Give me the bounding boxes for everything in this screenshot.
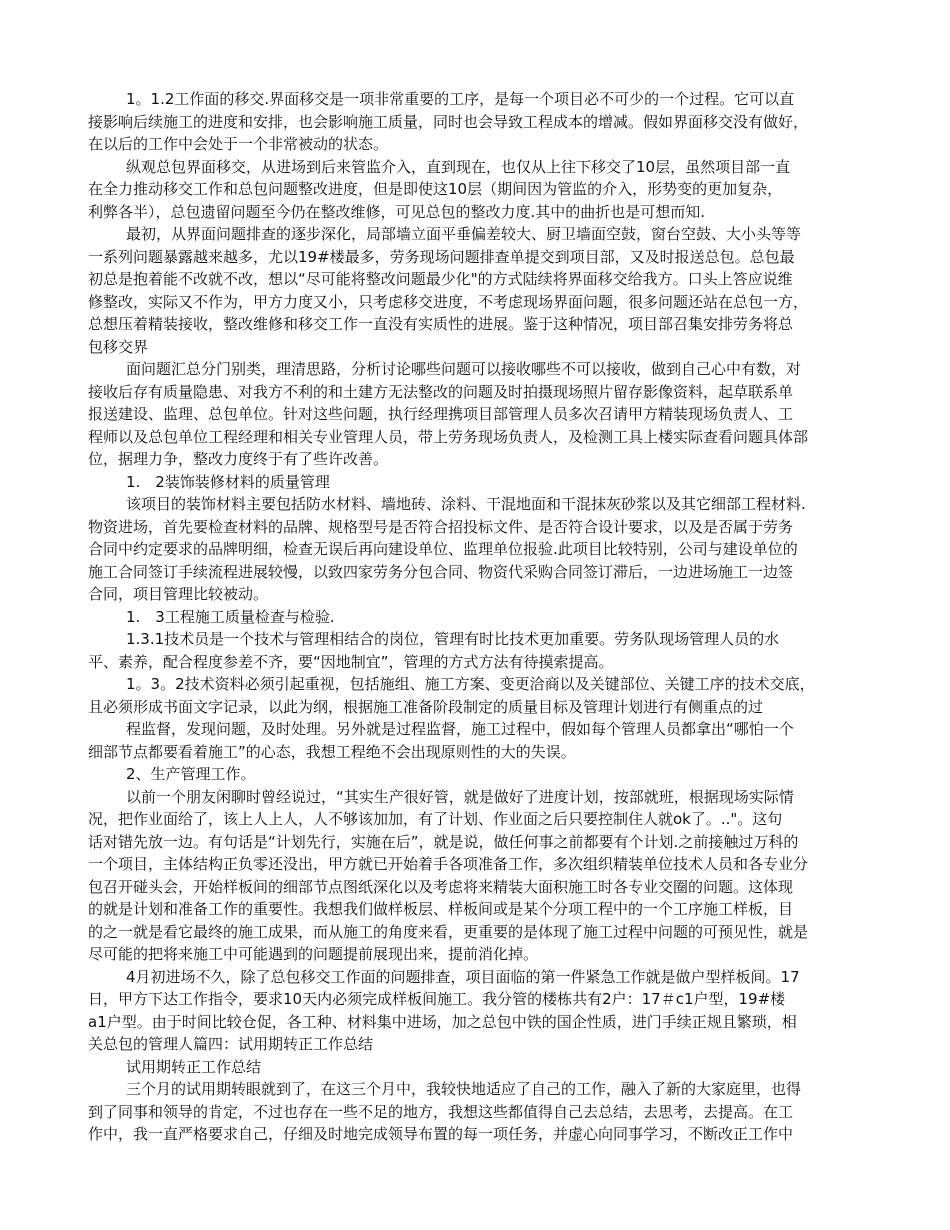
text-line: 利弊各半），总包遗留问题至今仍在整改维修，可见总包的整改力度.其中的曲折也是可想而知. <box>88 202 706 221</box>
text-line: 的之一就是看它最终的施工成果，而从施工的角度来看，更重要的是体现了施工过程中问题的可预见性，就是 <box>88 922 809 941</box>
text-line: 以前一个朋友闲聊时曾经说过，“其实生产很好管，就是做好了进度计划，按部就班，根据现场实际情 <box>126 787 794 806</box>
text-line: 关总包的管理人篇四：试用期转正工作总结 <box>88 1035 374 1053</box>
document-body <box>88 88 950 1146</box>
text-line: 修整改，实际又不作为，甲方力度又小，只考虑移交进度，不考虑现场界面问题，很多问题还站在总包一方， <box>88 292 809 311</box>
text-line: 程监督，发现问题，及时处理。另外就是过程监督，施工过程中，假如每个管理人员都拿出“哪怕一个 <box>126 720 794 738</box>
text-line: 最初，从界面问题排查的逐步深化，局部墙立面平垂偏差较大、厨卫墙面空鼓，窗台空鼓、大小头等等 <box>126 225 802 243</box>
text-line: 物资进场，首先要检查材料的品牌、规格型号是否符合招投标文件、是否符合设计要求，以及是否属于劳务 <box>88 517 794 536</box>
text-line: 话对错先放一边。有句话是“计划先行，实施在后”，就是说，做任何事之前都要有个计划.之前接触过万科的 <box>88 832 799 851</box>
text-line: 施工合同签订手续流程进展较慢，以致四家劳务分包合同、物资代采购合同签订滞后，一边进场施工一边签 <box>88 562 794 581</box>
text-line: 的就是计划和准备工作的重要性。我想我们做样板层、样板间或是某个分项工程中的一个工序施工样板，目 <box>88 900 794 918</box>
text-line: 初总是抱着能不改就不改，想以“尽可能将整改问题最少化"的方式陆续将界面移交给我方。口头上答应说维 <box>88 270 793 288</box>
text-line: 面问题汇总分门别类，理清思路，分析讨论哪些问题可以接收哪些不可以接收，做到自己心中有数，对 <box>126 360 802 378</box>
text-line: 在以后的工作中会处于一个非常被动的状态。 <box>88 135 389 153</box>
text-line: 1. 3工程施工质量检查与检验. <box>126 607 335 626</box>
text-line: 1. 2装饰装修材料的质量管理 <box>126 472 330 491</box>
text-line: 2、生产管理工作。 <box>126 765 256 783</box>
text-line: 报送建设、监理、总包单位。针对这些问题，执行经理携项目部管理人员多次召请甲方精装现场负责人、工 <box>88 405 794 423</box>
text-line: 到了同事和领导的肯定，不过也存在一些不足的地方，我想这些都值得自己去总结，去思考，去提高。在工 <box>88 1102 794 1121</box>
text-line: 程师以及总包单位工程经理和相关专业管理人员，带上劳务现场负责人，及检测工具上楼实际查看问题具体部 <box>88 427 809 446</box>
text-line: 接影响后续施工的进度和安排，也会影响施工质量，同时也会导致工程成本的增减。假如界面移交没有做好， <box>88 112 809 131</box>
text-line: 4月初进场不久，除了总包移交工作面的问题排查，项目面临的第一件紧急工作就是做户型样板间。17 <box>126 967 800 986</box>
text-line: 作中，我一直严格要求自己，仔细及时地完成领导布置的每一项任务，并虚心向同事学习，不断改正工作中 <box>88 1125 794 1143</box>
text-line: 接收后存有质量隐患、对我方不利的和土建方无法整改的问题及时拍摄现场照片留存影像资料，起草联系单 <box>88 382 794 401</box>
text-line: 位，据理力争，整改力度终于有了些许改善。 <box>88 450 389 468</box>
text-line: 纵观总包界面移交，从进场到后来管监介入，直到现在，也仅从上往下移交了10层，虽然项目部一直 <box>126 157 791 176</box>
text-line: 包召开碰头会，开始样板间的细部节点图纸深化以及考虑将来精装大面积施工时各专业交圈的问题。这体现 <box>88 877 794 896</box>
text-line: 包移交界 <box>88 337 149 356</box>
text-line: 且必须形成书面文字记录，以此为纲，根据施工准备阶段制定的质量目标及管理计划进行有侧重点的过 <box>88 697 764 716</box>
text-line: 在全力推动移交工作和总包问题整改进度，但是即使这10层（期间因为管监的介入，形势变的更加复杂， <box>88 180 783 198</box>
text-line: 平、素养，配合程度参差不齐，要“因地制宜”，管理的方式方法有待摸索提高。 <box>88 652 614 671</box>
text-line: 1。1.2工作面的移交.界面移交是一项非常重要的工序，是每一个项目必不可少的一个过程。它可以直 <box>126 90 795 108</box>
text-line: 1。3。2技术资料必须引起重视，包括施组、施工方案、变更洽商以及关键部位、关键工序的技术交底， <box>126 675 815 693</box>
text-line: 合同，项目管理比较被动。 <box>88 585 269 603</box>
text-line: 合同中约定要求的品牌明细，检查无误后再向建设单位、监理单位报验.此项目比较特别，公司与建设单位的 <box>88 540 798 558</box>
text-line: 三个月的试用期转眼就到了，在这三个月中，我较快地适应了自己的工作，融入了新的大家庭里，也得 <box>126 1080 802 1098</box>
text-line: 该项目的装饰材料主要包括防水材料、墙地砖、涂料、干混地面和干混抹灰砂浆以及其它细部工程材料. <box>126 495 806 513</box>
text-line: 试用期转正工作总结 <box>126 1057 262 1076</box>
text-line: 总想压着精装接收，整改维修和移交工作一直没有实质性的进展。鉴于这种情况，项目部召集安排劳务将总 <box>88 315 794 333</box>
text-line: 尽可能的把将来施工中可能遇到的问题提前展现出来，提前消化掉。 <box>88 945 539 963</box>
text-line: 日，甲方下达工作指令，要求10天内必须完成样板间施工。我分管的楼栋共有2户：17＃c1户型，19#楼 <box>88 990 786 1008</box>
text-line: 细部节点都要看着施工”的心态，我想工程绝不会出现原则性的大的失误。 <box>88 742 576 761</box>
text-line: 一系列问题暴露越来越多，尤以19#楼最多，劳务现场问题排查单提交到项目部，又及时报送总包。总包最 <box>88 247 795 266</box>
text-line: a1户型。由于时间比较仓促，各工种、材料集中进场，加之总包中铁的国企性质，进门手续正规且繁琐，相 <box>88 1012 797 1031</box>
text-line: 一个项目，主体结构正负零还没出，甲方就已开始着手各项准备工作，多次组织精装单位技术人员和各专业分 <box>88 855 809 873</box>
text-line: 1.3.1技术员是一个技术与管理相结合的岗位，管理有时比技术更加重要。劳务队现场管理人员的水 <box>126 630 780 648</box>
text-line: 况，把作业面给了，该上人上人，人不够该加加，有了计划、作业面之后只要控制住人就ok了。.."。这句 <box>88 810 783 828</box>
